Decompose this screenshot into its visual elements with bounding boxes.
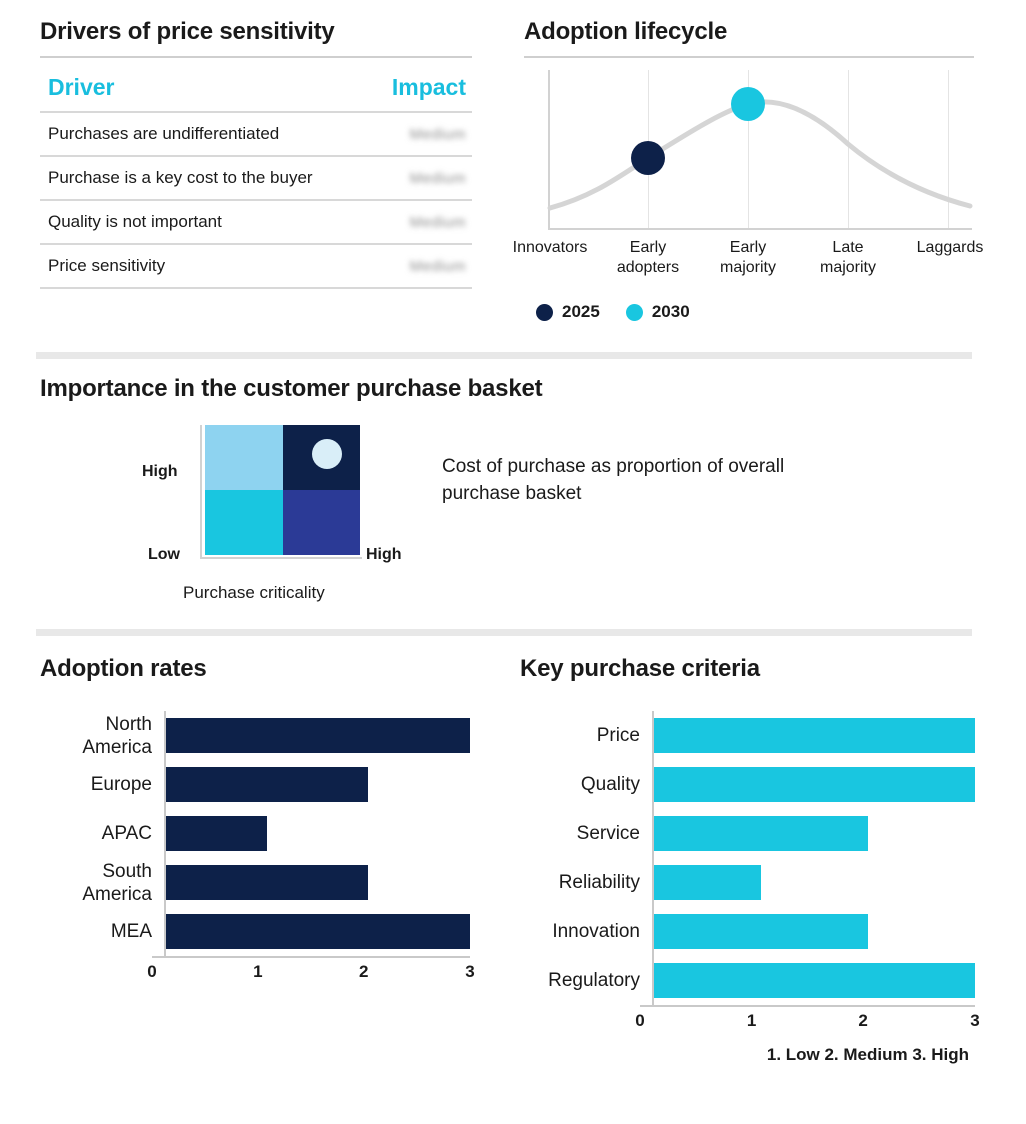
bar-label-europe: Europe [90, 774, 152, 795]
lifecycle-markers [524, 66, 974, 246]
matrix-y-low-label: Low [148, 546, 180, 563]
matrix-position-marker [312, 439, 342, 469]
criteria-title: Key purchase criteria [520, 655, 760, 682]
tick-1: 1 [253, 962, 263, 981]
legend-dot-icon [536, 304, 553, 321]
driver-cell: Purchase is a key cost to the buyer [40, 156, 362, 200]
matrix-cell-high-low [205, 425, 283, 490]
bar-row [40, 907, 470, 956]
tick-label-innovators: Innovators [512, 239, 588, 256]
legend-item-2025 [536, 302, 600, 322]
tick-label-late-majority: Late majority [819, 239, 876, 276]
driver-cell: Quality is not important [40, 200, 362, 244]
impact-value-redacted: Medium [409, 126, 466, 143]
bar-label-south-america: South America [82, 860, 152, 905]
bar-label-innovation: Innovation [552, 921, 640, 942]
bar-value [166, 865, 368, 900]
bar-value [654, 963, 975, 998]
bar-label-mea: MEA [110, 921, 152, 942]
table-row [40, 112, 472, 156]
basket-title: Importance in the customer purchase basket [40, 375, 543, 402]
section-divider [36, 629, 972, 636]
bar-row [520, 907, 975, 956]
legend-dot-icon [626, 304, 643, 321]
bar-track [652, 907, 975, 956]
matrix-x-axis-label: Purchase criticality [183, 583, 325, 602]
impact-cell [362, 112, 472, 156]
marker-2025 [631, 141, 665, 175]
lifecycle-legend [536, 302, 974, 322]
criteria-bars [520, 711, 980, 1065]
bar-row [520, 760, 975, 809]
legend-item-2030 [626, 302, 690, 322]
tick-3: 3 [970, 1011, 980, 1030]
bar-value [166, 718, 470, 753]
matrix-y-axis [200, 425, 202, 559]
lifecycle-title-rule [524, 56, 974, 58]
matrix-cell-low-high [283, 490, 361, 555]
adoption-bars [40, 711, 475, 984]
bar-row [520, 956, 975, 1005]
bar-row [40, 858, 470, 907]
impact-cell [362, 244, 472, 288]
bar-track [164, 907, 470, 956]
impact-value-redacted: Medium [409, 214, 466, 231]
tick-0: 0 [147, 962, 157, 981]
table-header-row [40, 70, 472, 112]
bar-row [40, 711, 470, 760]
impact-value-redacted: Medium [409, 258, 466, 275]
bar-value [166, 816, 267, 851]
tick-0: 0 [635, 1011, 645, 1030]
adoption-rates-panel [40, 655, 475, 984]
matrix-x-high-label: High [366, 546, 402, 563]
bar-row [520, 711, 975, 760]
bar-row [520, 809, 975, 858]
bar-label-regulatory: Regulatory [548, 970, 640, 991]
bar-label-reliability: Reliability [558, 872, 640, 893]
drivers-panel [40, 18, 472, 289]
criteria-scale-note: 1. Low 2. Medium 3. High [766, 1045, 969, 1064]
tick-label-early-majority: Early majority [719, 239, 776, 276]
impact-value-redacted: Medium [409, 170, 466, 187]
purchase-basket-panel [40, 375, 976, 625]
matrix-x-axis [200, 557, 362, 559]
col-header-impact: Impact [391, 74, 466, 100]
lifecycle-x-tick-labels [512, 236, 984, 286]
tick-2: 2 [359, 962, 369, 981]
tick-3: 3 [465, 962, 475, 981]
tick-1: 1 [746, 1011, 757, 1030]
matrix-cell-low-low [205, 490, 283, 555]
adoption-x-ticks [147, 958, 475, 984]
adoption-axis [40, 956, 475, 984]
bar-value [654, 718, 975, 753]
driver-cell: Price sensitivity [40, 244, 362, 288]
bar-track [164, 858, 470, 907]
bar-label-quality: Quality [580, 774, 640, 795]
bar-track [164, 711, 470, 760]
bar-value [166, 914, 470, 949]
section-divider [36, 352, 972, 359]
criteria-axis [520, 1005, 980, 1033]
drivers-table [40, 70, 472, 289]
drivers-title: Drivers of price sensitivity [40, 18, 335, 45]
drivers-title-rule [40, 56, 472, 58]
bar-track [652, 760, 975, 809]
matrix-y-high-label: High [142, 463, 178, 480]
bar-track [164, 760, 470, 809]
col-header-driver: Driver [48, 74, 115, 100]
bar-label-service: Service [576, 823, 640, 844]
tick-2: 2 [858, 1011, 868, 1030]
tick-label-early-adopters: Early adopters [616, 239, 680, 276]
bar-value [654, 914, 868, 949]
criteria-x-ticks [635, 1007, 980, 1033]
basket-matrix-wrap [40, 425, 976, 625]
marker-2030 [731, 87, 765, 121]
table-row [40, 200, 472, 244]
basket-annotation: Cost of purchase as proportion of overall purchase basket [442, 456, 785, 504]
adoption-title: Adoption rates [40, 655, 207, 682]
lifecycle-chart [512, 66, 984, 276]
bar-value [166, 767, 368, 802]
bar-track [164, 809, 470, 858]
basket-matrix [205, 425, 360, 555]
bar-label-apac: APAC [101, 823, 152, 844]
bar-row [40, 809, 470, 858]
bar-track [652, 711, 975, 760]
table-row [40, 244, 472, 288]
driver-cell: Purchases are undifferentiated [40, 112, 362, 156]
key-purchase-criteria-panel [520, 655, 980, 1065]
bar-value [654, 816, 868, 851]
bar-row [520, 858, 975, 907]
bar-value [654, 865, 761, 900]
bar-label-north-america: North America [82, 713, 152, 758]
bar-value [654, 767, 975, 802]
bar-track [652, 858, 975, 907]
bar-track [652, 956, 975, 1005]
tick-label-laggards: Laggards [916, 239, 984, 256]
adoption-lifecycle-panel [512, 18, 984, 322]
bar-track [652, 809, 975, 858]
impact-cell [362, 156, 472, 200]
table-row [40, 156, 472, 200]
matrix-cell-high-high [283, 425, 361, 490]
legend-label-2025: 2025 [562, 302, 600, 321]
legend-label-2030: 2030 [651, 302, 690, 321]
lifecycle-title: Adoption lifecycle [524, 18, 728, 45]
impact-cell [362, 200, 472, 244]
bar-label-price: Price [596, 725, 640, 746]
bar-row [40, 760, 470, 809]
